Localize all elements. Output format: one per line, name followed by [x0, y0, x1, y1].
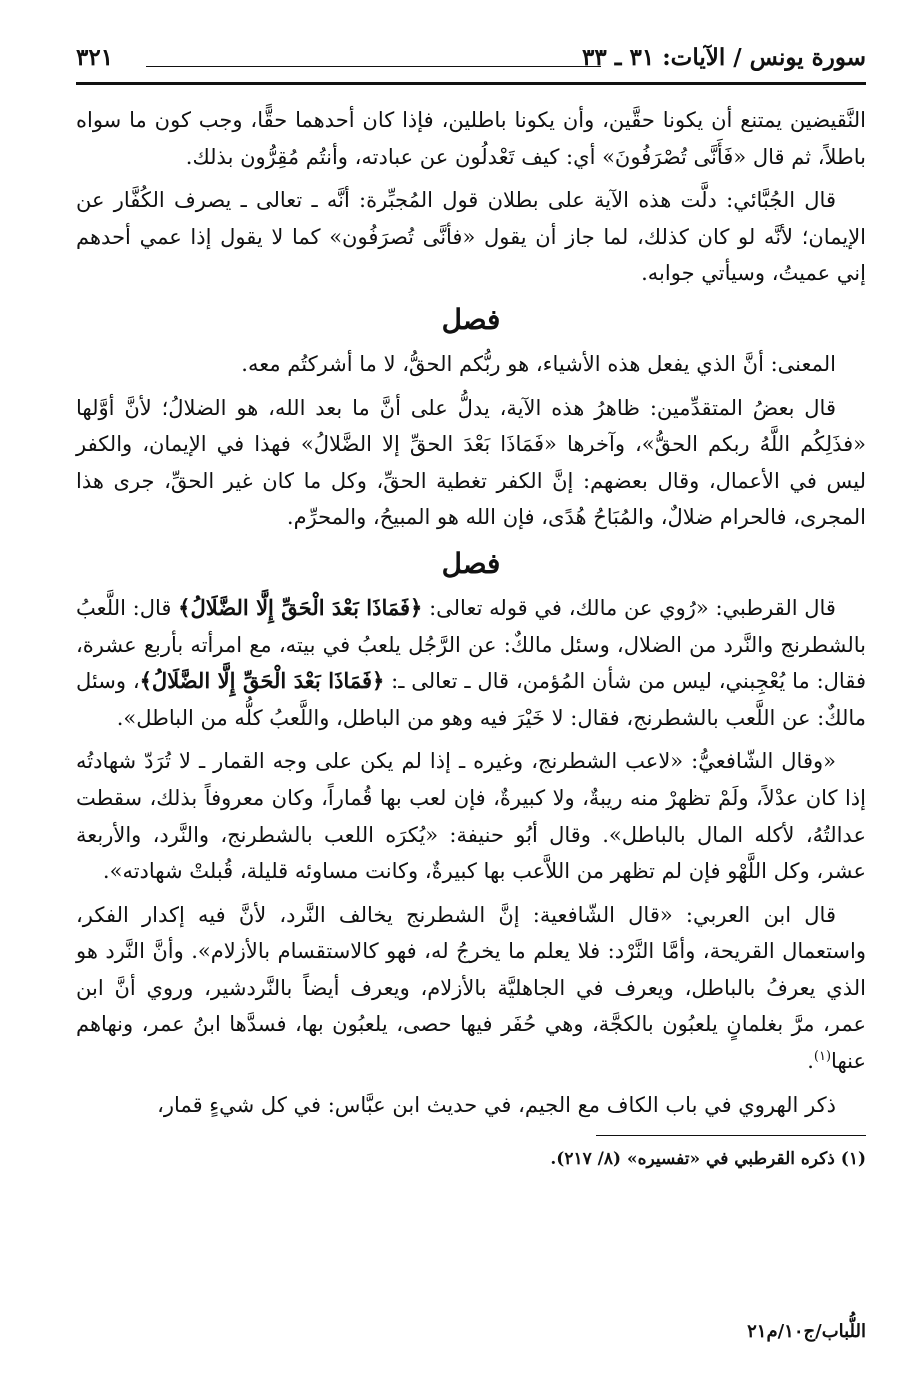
quran-verse: ﴿فَمَاذَا بَعْدَ الْحَقِّ إِلَّا الضَّلَالُ﴾	[139, 668, 385, 694]
section-heading: فصل	[441, 302, 501, 336]
page	[76, 38, 866, 1342]
signature-mark: اللُّباب/ج١٠/م٢١	[747, 1321, 866, 1342]
paragraph: قال الجُبَّائي: دلَّت هذه الآية على بطلان قول المُجبِّرة: أنَّه ـ تعالى ـ يصرف الكُفَّار عن الإيمان؛ لأنَّه لو كان كذلك، لما جاز أن يقول «فأنَّى تُصرَفُون» كما لا يقول إذا عمي أحدهم إني عميتُ، وسيأتي جوابه.	[76, 188, 866, 286]
footnote: (١) ذكره القرطبي في «تفسيره» (٨/ ٢١٧).	[550, 1149, 866, 1170]
page-number: ٣٢١	[76, 44, 114, 71]
section-heading: فصل	[441, 546, 501, 580]
header-rule	[146, 66, 601, 67]
footnote-end: .	[807, 1049, 814, 1074]
quran-verse: ﴿فَمَاذَا بَعْدَ الْحَقِّ إِلَّا الضَّلَالُ﴾	[178, 594, 423, 620]
footnote-rule	[596, 1135, 866, 1136]
paragraph-qurtubi: قال القرطبي: «رُوي عن مالك، في قوله تعالى: ﴿فَمَاذَا بَعْدَ الْحَقِّ إِلَّا الضَّلَالُ﴾ قال: اللَّعبُ بالشطرنج والنَّرد من الضلال، وسئل مالكٌ: عن الرَّجُل يلعبُ في بيته، مع امرأته بأربع عشرة، فقال: ما يُعْجِبني، ليس من شأن المُؤمن، قال ـ تعالى ـ: ﴿فَمَاذَا بَعْدَ الْحَقِّ إِلَّا الضَّلَالُ﴾، وسئل مالكٌ: عن اللَّعب بالشطرنج، فقال: لا خَيْرَ فيه وهو من الباطل، واللَّعبُ كلُّه من الباطل».	[76, 594, 866, 730]
qurtubi-text: قال: اللَّعبُ بالشطرنج والنَّرد من الضلال، وسئل مالكٌ: عن الرَّجُل يلعبُ في بيته، مع امرأته بأربع عشرة، فقال: ما يُعْجِبني، ليس من شأن المُؤمن، قال ـ تعالى ـ:	[76, 595, 866, 694]
paragraph: قال بعضُ المتقدِّمين: ظاهرُ هذه الآية، يدلُّ على أنَّ ما بعد الله، هو الضلالُ؛ لأنَّ أوَّلها «فذَلِكُم اللَّهُ ربكم الحقُّ»، وآخرها «فَمَاذَا بَعْدَ الحقِّ إلا الضَّلالُ» فهذا في الإيمان، والكفر ليس في الأعمال، وقال بعضهم: إنَّ الكفر تغطية الحقِّ، وكل ما كان غير الحقِّ، جرى هذا المجرى، فالحرام ضلالٌ، والمُبَاحُ هُدًى، فإن الله هو المبيحُ، والمحرِّم.	[76, 395, 866, 530]
running-title: سورة يونس / الآيات: ٣١ ـ ٣٣	[581, 44, 866, 71]
qurtubi-intro: قال القرطبي: «رُوي عن مالك، في قوله تعالى:	[429, 595, 836, 620]
page-body	[76, 102, 866, 1174]
paragraph-arabi	[76, 897, 866, 1080]
page-header	[76, 38, 866, 85]
paragraph: ذكر الهروي في باب الكاف مع الجيم، في حديث ابن عبَّاس: في كل شيءٍ قمار،	[157, 1092, 836, 1117]
paragraph: المعنى: أنَّ الذي يفعل هذه الأشياء، هو ربُّكم الحقُّ، لا ما أشركتُم معه.	[241, 351, 836, 376]
footnote-marker: (١)	[813, 1049, 832, 1065]
qurtubi-text: وسئل مالكٌ: عن اللَّعب بالشطرنج، فقال: لا خَيْرَ فيه وهو من الباطل، واللَّعبُ كلُّه من الباطل».	[76, 669, 866, 730]
paragraph-text: قال ابن العربي: «قال الشّافعية: إنَّ الشطرنج يخالف النَّرد، لأنَّ فيه إكدار الفكر، واستعمال القريحة، وأمَّا النَّرْد: فلا يعلم ما يخرجُ له، فهو كالاستقسام بالأزلام». وأنَّ النَّرد هو الذي يعرفُ بالباطل، ويعرف في الجاهليَّة بالأزلام، ويعرف أيضاً بالنَّردشير، وروي أنَّ ابن عمر، مرَّ بغلمانٍ يلعبُون بالكجَّة، وهي حُفَر فيها حصى، يلعبُون بها، فسدَّها ابنُ عمر، ونهاهم عنها	[76, 902, 866, 1074]
paragraph: النَّقيضين يمتنع أن يكونا حقَّين، وأن يكونا باطلين، فإذا كان أحدهما حقًّا، وجب كون ما سواه باطلاً، ثم قال «فَأَنَّى تُصْرَفُونَ» أي: كيف تَعْدلُون عن عبادته، وأنتُم مُقِرُّون بذلك.	[76, 108, 866, 169]
paragraph: «وقال الشّافعيُّ: «لاعب الشطرنج، وغيره ـ إذا لم يكن على وجه القمار ـ لا تُرَدّ شهادتُه إذا كان عدْلاً، ولَمْ تظهرْ منه ريبةٌ، ولا كبيرةٌ، فإن لعب بها قُماراً، وكان معروفاً بذلك، سقطت عدالتُهُ، لأكله المال بالباطل». وقال أبُو حنيفة: «يُكرَه اللعب بالشطرنج، والنَّرد، والأربعة عشر، وكل اللَّهْو فإن لم تظهر من اللاَّعب بها كبيرةٌ، وكانت مساوئه قليلة، قُبلتْ شهادته».	[76, 749, 866, 884]
